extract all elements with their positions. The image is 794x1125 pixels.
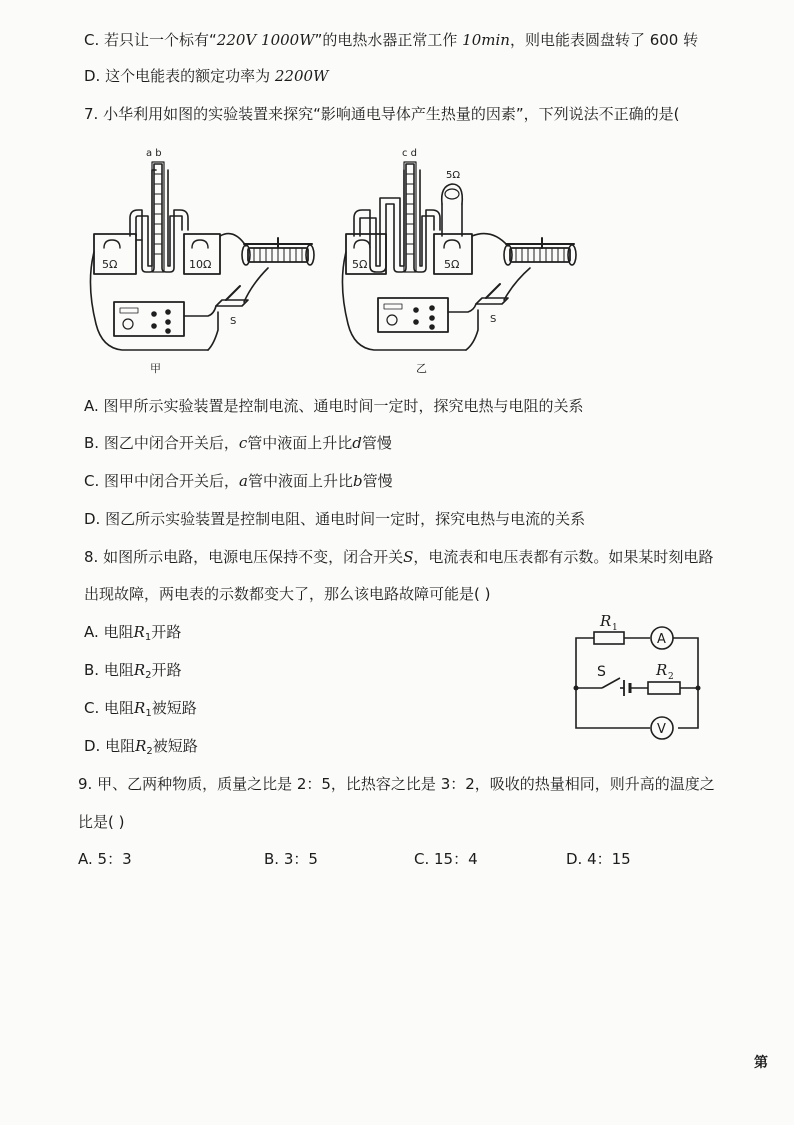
q8-d-pre: D. 电阻 <box>84 737 136 755</box>
q7-a-text: A. 图甲所示实验装置是控制电流、通电时间一定时，探究电热与电阻的关系 <box>84 397 584 415</box>
q7-b-var1: c <box>238 434 248 452</box>
q8-option-b <box>84 660 182 686</box>
q8-a-r: R <box>133 623 145 641</box>
q8-a-pre: A. 电阻 <box>84 623 134 641</box>
q9-options <box>78 848 778 868</box>
q7-stem: 7. 小华利用如图的实验装置来探究“影响通电导体产生热量的因素”，下列说法不正确的是( <box>84 105 680 123</box>
q8-b-post: 开路 <box>151 661 182 679</box>
q6-c-pre: C. 若只让一个标有“ <box>84 31 217 49</box>
circuit-r1-label: R <box>600 612 612 630</box>
q8-option-a <box>84 622 181 648</box>
q8-stem-line1 <box>84 547 713 567</box>
q6-c-math2: 10min <box>462 31 510 49</box>
switch-label-jia: S <box>230 316 237 327</box>
q7-option-a <box>84 396 584 416</box>
q7-b-post: 管慢 <box>361 434 392 452</box>
q8-stem-post: ，电流表和电压表都有示数。如果某时刻电路 <box>413 548 714 566</box>
q7-c-mid: 管中液面上升比 <box>247 472 353 490</box>
q8-b-sub: 2 <box>145 670 152 681</box>
resistor-right-label: 10Ω <box>189 258 212 271</box>
q8-c-pre: C. 电阻 <box>84 699 135 717</box>
q8-option-d <box>84 736 198 762</box>
q7-b-pre: B. 图乙中闭合开关后， <box>84 434 239 452</box>
resistor-left-label-yi: 5Ω <box>352 258 368 271</box>
q8-stem-pre: 8. 如图所示电路，电源电压保持不变，闭合开关 <box>84 548 404 566</box>
q6-option-c <box>84 30 698 50</box>
q7-d-text: D. 图乙所示实验装置是控制电阻、通电时间一定时，探究电热与电流的关系 <box>84 510 586 528</box>
q7-c-post: 管慢 <box>362 472 393 490</box>
q9-option-b: B. 3：5 <box>264 850 318 868</box>
q7-figure-yi <box>340 144 590 378</box>
circuit-r2-label: R <box>656 661 668 679</box>
q8-c-post: 被短路 <box>151 699 197 717</box>
q7-c-var2: b <box>352 472 363 490</box>
q7-figure-yi-svg <box>340 144 590 378</box>
tube-labels-ab: a b <box>146 148 162 159</box>
resistor-left-label: 5Ω <box>102 258 118 271</box>
switch-label-yi: S <box>490 314 497 325</box>
circuit-r2-sub: 2 <box>668 672 674 682</box>
q6-c-mid: ”的电热水器正常工作 <box>314 31 463 49</box>
q8-c-sub: 1 <box>145 708 152 719</box>
q6-option-d <box>84 66 328 86</box>
resistor-right-label-yi: 5Ω <box>444 258 460 271</box>
q9-option-a: A. 5：3 <box>78 850 132 868</box>
q8-stem-line2: 出现故障，两电表的示数都变大了，那么该电路故障可能是( ) <box>84 585 491 603</box>
q8-d-r: R <box>135 737 147 755</box>
q8-d-post: 被短路 <box>152 737 198 755</box>
q8-stem-var: S <box>403 548 414 566</box>
q9-option-d: D. 4：15 <box>566 850 631 868</box>
q7-b-mid: 管中液面上升比 <box>247 434 353 452</box>
q7-figure-jia <box>88 144 328 378</box>
resistor-r2-symbol <box>648 682 680 694</box>
q8-b-r: R <box>133 661 146 679</box>
circuit-ammeter-label: A <box>657 632 666 647</box>
q8-option-c <box>84 698 197 724</box>
q9-stem-line2: 比是( ) <box>78 813 125 831</box>
q8-c-r: R <box>134 699 146 717</box>
q9-option-c: C. 15：4 <box>414 850 478 868</box>
q6-c-math1: 220V 1000W <box>216 31 315 49</box>
resistor-r1-symbol <box>594 632 624 644</box>
q7-figure-jia-svg <box>88 144 328 378</box>
q7-option-c <box>84 471 393 491</box>
q8-circuit-diagram <box>568 608 708 744</box>
resistor-top-label: 5Ω <box>446 170 461 181</box>
q6-c-post: ，则电能表圆盘转了 600 转 <box>509 31 699 49</box>
q7-option-b <box>84 433 392 453</box>
q8-b-pre: B. 电阻 <box>84 661 134 679</box>
q6-d-pre: D. 这个电能表的额定功率为 <box>84 67 275 85</box>
q8-a-sub: 1 <box>144 632 152 643</box>
q8-circuit-svg <box>568 608 708 744</box>
figure-caption-yi: 乙 <box>416 362 427 375</box>
circuit-voltmeter-label: V <box>657 722 666 737</box>
q7-b-var2: d <box>352 434 362 452</box>
q7-c-pre: C. 图甲中闭合开关后， <box>84 472 240 490</box>
circuit-r1-sub: 1 <box>612 623 618 633</box>
tube-labels-cd: c d <box>402 148 418 159</box>
page-number: 第 <box>754 1055 768 1071</box>
q8-d-sub: 2 <box>146 746 153 757</box>
q9-stem-line1: 9. 甲、乙两种物质，质量之比是 2：5，比热容之比是 3：2，吸收的热量相同，则升高的温度之 <box>78 775 715 793</box>
figure-caption-jia: 甲 <box>150 362 161 375</box>
circuit-switch-label: S <box>597 664 606 680</box>
q7-c-var1: a <box>239 472 248 490</box>
q7-option-d <box>84 509 585 529</box>
q8-a-post: 开路 <box>151 623 182 641</box>
q6-d-math1: 2200W <box>274 67 329 85</box>
